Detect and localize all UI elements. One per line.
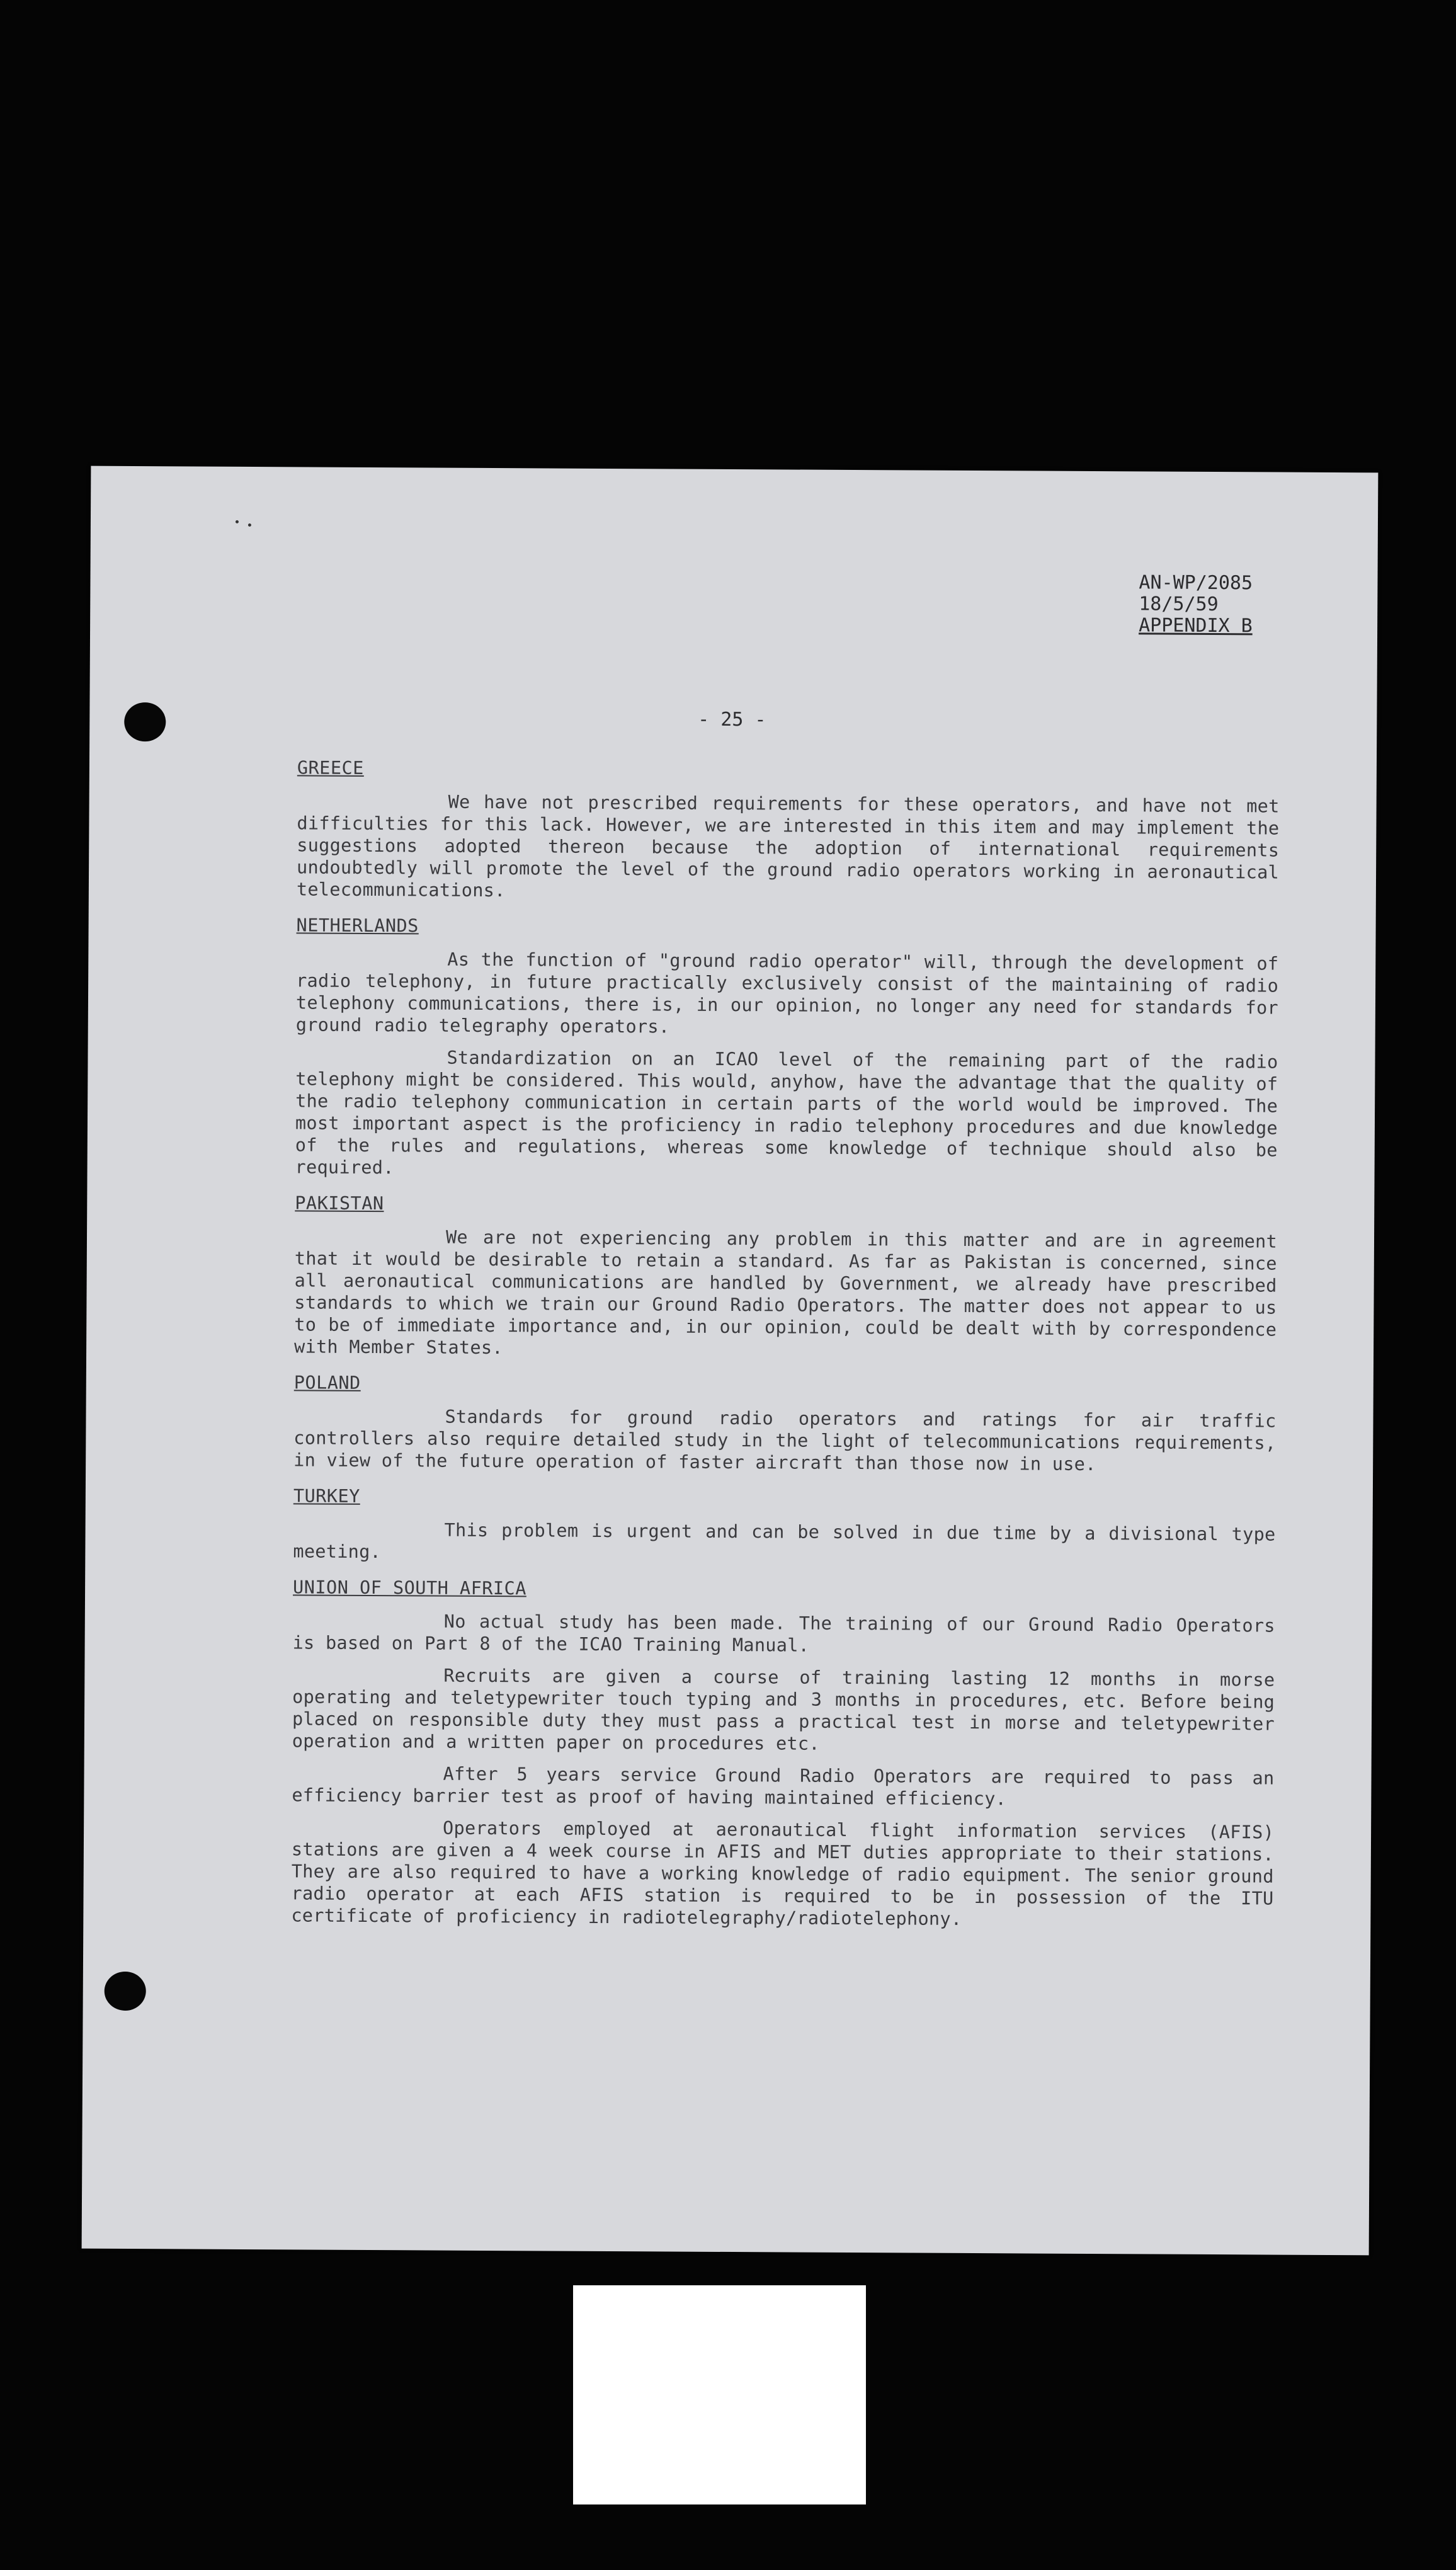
- section-greece: [297, 757, 1280, 905]
- document-reference: AN-WP/2085: [1139, 571, 1253, 595]
- paragraph: Standardization on an ICAO level of the remaining part of the radio telephony might be considered. This would, anyhow, have the advantage that the quality of the radio telephony communication in certain parts of the world would be improved. The most important aspect is the proficiency in radio telephony procedures and due knowledge of the rules and regulations, whereas some knowledge of technique should also be required.: [295, 1047, 1278, 1179]
- document-body: [291, 757, 1280, 1945]
- section-turkey: [293, 1485, 1276, 1567]
- document-page: [82, 466, 1379, 2256]
- blank-card: [573, 2285, 866, 2504]
- document-reference-block: [1139, 572, 1253, 637]
- paragraph: After 5 years service Ground Radio Operators are required to pass an efficiency barrier test as proof of having maintained efficiency.: [292, 1763, 1275, 1810]
- speck: [236, 520, 239, 523]
- paragraph: Recruits are given a course of training lasting 12 months in morse operating and teletypewriter touch typing and 3 months in procedures, etc. Before being placed on responsible duty they must pass a practical test in morse and teletypewriter operation and a written paper on procedures etc.: [292, 1665, 1275, 1754]
- section-heading: NETHERLANDS: [296, 915, 419, 937]
- paragraph: We have not prescribed requirements for these operators, and have not met difficulties for this lack. However, we are interested in this item and may implement the suggestions adopted thereon because the adoption of international requirements undoubtedly will promote the level of the ground radio operators working in aeronautical telecommunications.: [296, 791, 1280, 901]
- paragraph: No actual study has been made. The training of our Ground Radio Operators is based on Part 8 of the ICAO Training Manual.: [292, 1611, 1275, 1656]
- section-heading: UNION OF SOUTH AFRICA: [293, 1577, 527, 1599]
- paragraph: Operators employed at aeronautical flight information services (AFIS) stations are given a 4 week course in AFIS and MET duties appropriate to their stations. They are also required to have a working knowledge of radio equipment. The senior ground radio operator at each AFIS station is required to be in possession of the ITU certificate of proficiency in radiotelegraphy/radiotelephony.: [291, 1817, 1275, 1929]
- paragraph: Standards for ground radio operators and ratings for air traffic controllers also require detailed study in the light of telecommunications requirements, in view of the future operation of faster aircraft than those now in use.: [293, 1406, 1277, 1475]
- appendix-label: APPENDIX B: [1139, 614, 1253, 637]
- section-heading: POLAND: [293, 1372, 361, 1393]
- section-heading: GREECE: [297, 757, 364, 779]
- document-date: 18/5/59: [1139, 593, 1219, 616]
- punch-hole: [105, 1972, 146, 2011]
- paragraph: We are not experiencing any problem in this matter and are in agreement that it would be desirable to retain a standard. As far as Pakistan is concerned, since all aeronautical communications are handled by Government, we already have prescribed standards to which we train our Ground Radio Operators. The matter does not appear to us to be of immediate importance and, in our opinion, could be dealt with by correspondence with Member States.: [294, 1226, 1278, 1359]
- paragraph: As the function of "ground radio operator" will, through the development of radio telephony, in future practically exclusively consist of the maintaining of radio telephony communications, there is, in our opinion, no longer any need for standards for ground radio telegraphy operators.: [295, 949, 1279, 1037]
- section-poland: [293, 1371, 1277, 1476]
- speck: [248, 523, 251, 527]
- section-heading: TURKEY: [293, 1485, 360, 1507]
- section-heading: PAKISTAN: [295, 1192, 384, 1214]
- section-pakistan: [294, 1192, 1277, 1362]
- section-union-of-south-africa: [291, 1576, 1275, 1931]
- punch-hole: [124, 702, 166, 741]
- paragraph: This problem is urgent and can be solved in due time by a divisional type meeting.: [293, 1519, 1276, 1563]
- section-netherlands: [295, 914, 1279, 1183]
- page-number: - 25 -: [698, 708, 766, 731]
